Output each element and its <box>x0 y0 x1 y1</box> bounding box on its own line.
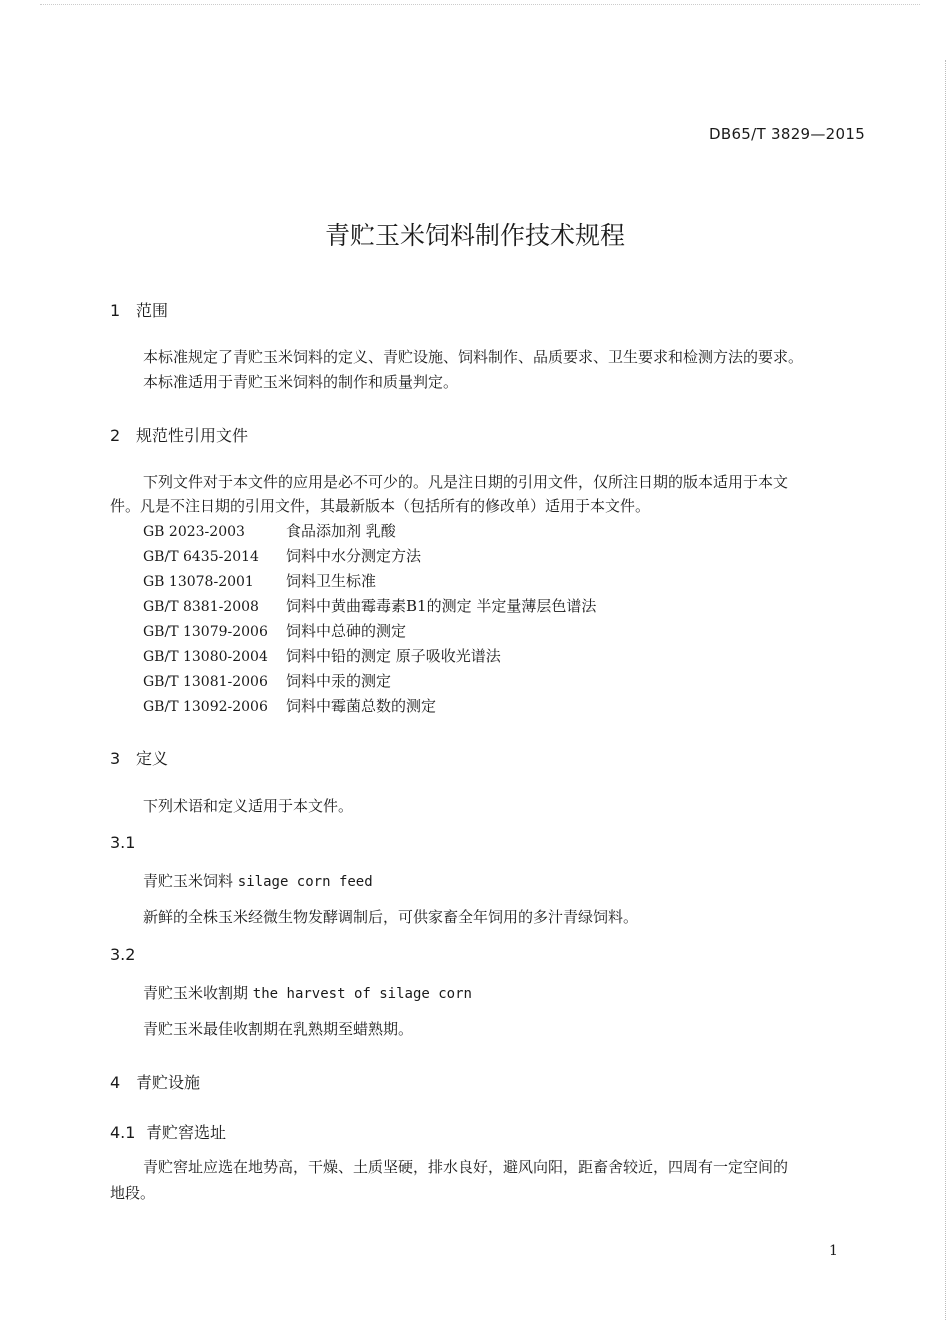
subsection-title: 青贮窖选址 <box>146 1123 227 1142</box>
section-2-heading <box>110 423 248 446</box>
reference-row <box>143 544 596 569</box>
term-english: silage corn feed <box>237 874 373 890</box>
subsection-4-1-paragraph-line-2: 地段。 <box>110 1184 156 1202</box>
reference-title: 饲料中黄曲霉毒素B1的测定 半定量薄层色谱法 <box>286 597 597 615</box>
term-chinese: 青贮玉米收割期 <box>143 984 249 1002</box>
reference-row <box>143 694 596 719</box>
term-english: the harvest of silage corn <box>252 986 472 1002</box>
reference-title: 饲料中总砷的测定 <box>286 622 407 640</box>
reference-row <box>143 519 596 544</box>
section-title: 青贮设施 <box>136 1073 201 1092</box>
section-number: 2 <box>110 426 121 445</box>
section-1-heading <box>110 298 168 321</box>
section-2-paragraph-line-2: 件。凡是不注日期的引用文件，其最新版本（包括所有的修改单）适用于本文件。 <box>110 497 651 515</box>
reference-title: 饲料卫生标准 <box>286 572 377 590</box>
clause-3-1-number: 3.1 <box>110 833 136 852</box>
subsection-4-1-paragraph-line-1: 青贮窖址应选在地势高，干燥、土质坚硬，排水良好，避风向阳，距畜舍较近，四周有一定空间的 <box>143 1158 789 1176</box>
reference-code: GB/T 13081-2006 <box>143 674 268 690</box>
section-title: 范围 <box>136 301 169 320</box>
scan-artifact-top <box>40 4 920 5</box>
clause-3-2-number: 3.2 <box>110 945 136 964</box>
reference-title: 饲料中水分测定方法 <box>286 547 422 565</box>
term-3-2-definition: 青贮玉米最佳收割期在乳熟期至蜡熟期。 <box>143 1020 414 1038</box>
document-title: 青贮玉米饲料制作技术规程 <box>324 221 625 250</box>
term-3-1-definition: 新鲜的全株玉米经微生物发酵调制后，可供家畜全年饲用的多汁青绿饲料。 <box>143 908 639 926</box>
reference-title: 饲料中霉菌总数的测定 <box>286 697 437 715</box>
reference-code: GB/T 13092-2006 <box>143 699 268 715</box>
section-1-paragraph-2: 本标准适用于青贮玉米饲料的制作和质量判定。 <box>143 373 459 391</box>
reference-title: 食品添加剂 乳酸 <box>286 522 396 540</box>
section-1-paragraph-1: 本标准规定了青贮玉米饲料的定义、青贮设施、饲料制作、品质要求、卫生要求和检测方法的要求。 <box>143 348 804 366</box>
reference-row <box>143 619 596 644</box>
page-number: 1 <box>829 1243 838 1259</box>
section-number: 1 <box>110 301 121 320</box>
reference-code: GB/T 6435-2014 <box>143 549 259 565</box>
term-3-2 <box>143 982 472 1003</box>
subsection-4-1-heading <box>110 1120 226 1143</box>
reference-row <box>143 669 596 694</box>
subsection-number: 4.1 <box>110 1123 136 1142</box>
section-2-paragraph-line-1: 下列文件对于本文件的应用是必不可少的。凡是注日期的引用文件，仅所注日期的版本适用于本文 <box>143 473 789 491</box>
reference-row <box>143 644 596 669</box>
reference-code: GB/T 13080-2004 <box>143 649 268 665</box>
section-3-heading <box>110 746 168 769</box>
standard-code: DB65/T 3829—2015 <box>709 125 866 143</box>
section-number: 3 <box>110 749 121 768</box>
reference-code: GB/T 13079-2006 <box>143 624 268 640</box>
reference-code: GB 2023-2003 <box>143 524 245 540</box>
section-title: 定义 <box>136 749 169 768</box>
reference-row <box>143 569 596 594</box>
normative-references-list <box>143 519 596 719</box>
section-number: 4 <box>110 1073 121 1092</box>
section-3-paragraph: 下列术语和定义适用于本文件。 <box>143 797 354 815</box>
section-4-heading <box>110 1070 200 1093</box>
reference-code: GB/T 8381-2008 <box>143 599 259 615</box>
term-chinese: 青贮玉米饲料 <box>143 872 234 890</box>
term-3-1 <box>143 870 373 891</box>
reference-title: 饲料中铅的测定 原子吸收光谱法 <box>286 647 501 665</box>
reference-code: GB 13078-2001 <box>143 574 254 590</box>
section-title: 规范性引用文件 <box>136 426 249 445</box>
reference-row <box>143 594 596 619</box>
reference-title: 饲料中汞的测定 <box>286 672 392 690</box>
